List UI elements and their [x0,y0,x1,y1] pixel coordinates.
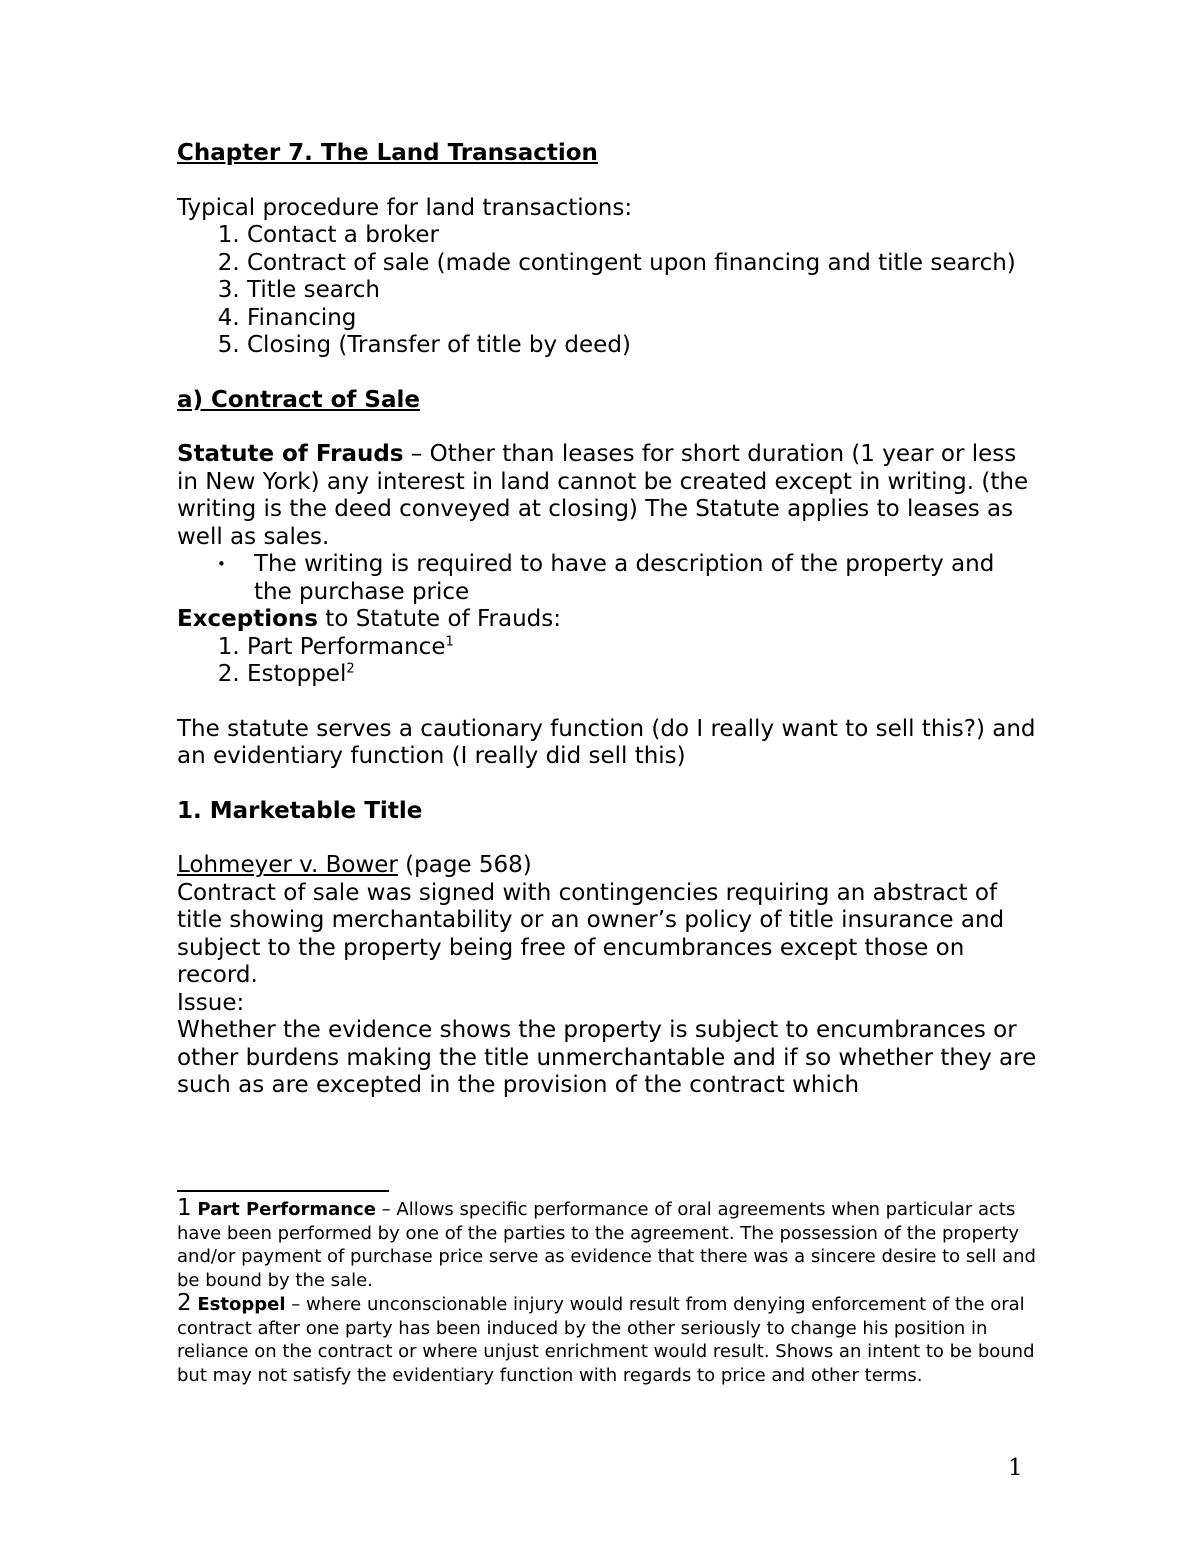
exceptions-text: to Statute of Frauds: [318,606,561,632]
procedure-list [177,222,1037,360]
list-item: • The writing is required to have a description of the property and the purchase price [254,551,1037,606]
section-heading-contract-of-sale: a) Contract of Sale [177,386,420,413]
exception-label: Part Performance [247,633,446,660]
statute-bullet-list [177,551,1037,606]
case-citation [177,852,1037,880]
case-page: (page 568) [397,852,532,878]
footnote-term: Estoppel [197,1294,286,1315]
list-item: 2. Contract of sale (made contingent upon financing and title search) [247,250,1037,278]
list-item: 5. Closing (Transfer of title by deed) [247,332,1037,360]
footnote-number: 2 [177,1290,192,1316]
footnote-ref[interactable]: 1 [445,633,454,649]
exception-label: Estoppel [247,661,347,687]
page-number: 1 [1008,1455,1023,1481]
function-paragraph: The statute serves a cautionary function (do I really want to sell this?) and an evidentiary function (I really did sell this) [177,715,1036,769]
list-item [247,634,1037,662]
footnote-text: – where unconscionable injury would result from denying enforcement of the oral contract after one party has been induced by the other seriously to change his position in reliance on the contract or where unjust enrichment would result. Shows an intent to be bound but may not satisfy the evidentiary function with regards to price and other terms. [177,1294,1035,1386]
statute-term: Statute of Frauds [177,441,404,467]
exceptions-term: Exceptions [177,606,318,632]
footnotes [177,1197,1037,1387]
chapter-title: Chapter 7. The Land Transaction [177,140,598,166]
section-heading-marketable-title: 1. Marketable Title [177,797,423,824]
issue-text: Whether the evidence shows the property is subject to encumbrances or other burdens making the title unmerchantable and if so whether they are such as are excepted in the provision of the contract which [177,1017,1037,1098]
list-item: 4. Financing [247,305,1037,333]
footnote-separator [177,1190,389,1192]
footnote-ref[interactable]: 2 [346,661,355,677]
footnote [177,1292,1037,1387]
footnote-term: Part Performance [197,1199,376,1220]
document-body [177,140,1037,1100]
list-item: 1. Contact a broker [247,222,1037,250]
issue-label: Issue: [177,989,245,1016]
statute-paragraph [177,441,1037,551]
list-item [247,661,1037,689]
exceptions-intro [177,606,1037,634]
footnote-text: – Allows specific performance of oral agreements when particular acts have been performed by one of the parties to the agreement. The possession of the property and/or payment of purchase price serve as evidence that there was a sincere desire to sell and be bound by the sale. [177,1199,1036,1291]
exceptions-list [177,634,1037,689]
list-item: 3. Title search [247,277,1037,305]
footnote [177,1197,1037,1292]
statute-text: – Other than leases for short duration (1 year or less in New York) any interest in land cannot be created except in writing. (the writing is the deed conveyed at closing) The Statute applies to leases as well as sales. [177,441,1029,550]
case-name: Lohmeyer v. Bower [177,852,398,878]
footnote-number: 1 [177,1195,192,1221]
procedure-intro: Typical procedure for land transactions: [177,194,633,221]
case-facts: Contract of sale was signed with contingencies requiring an abstract of title showing merchantability or an owner’s policy of title insurance and subject to the property being free of encumbrances except those on record. [177,879,1005,988]
